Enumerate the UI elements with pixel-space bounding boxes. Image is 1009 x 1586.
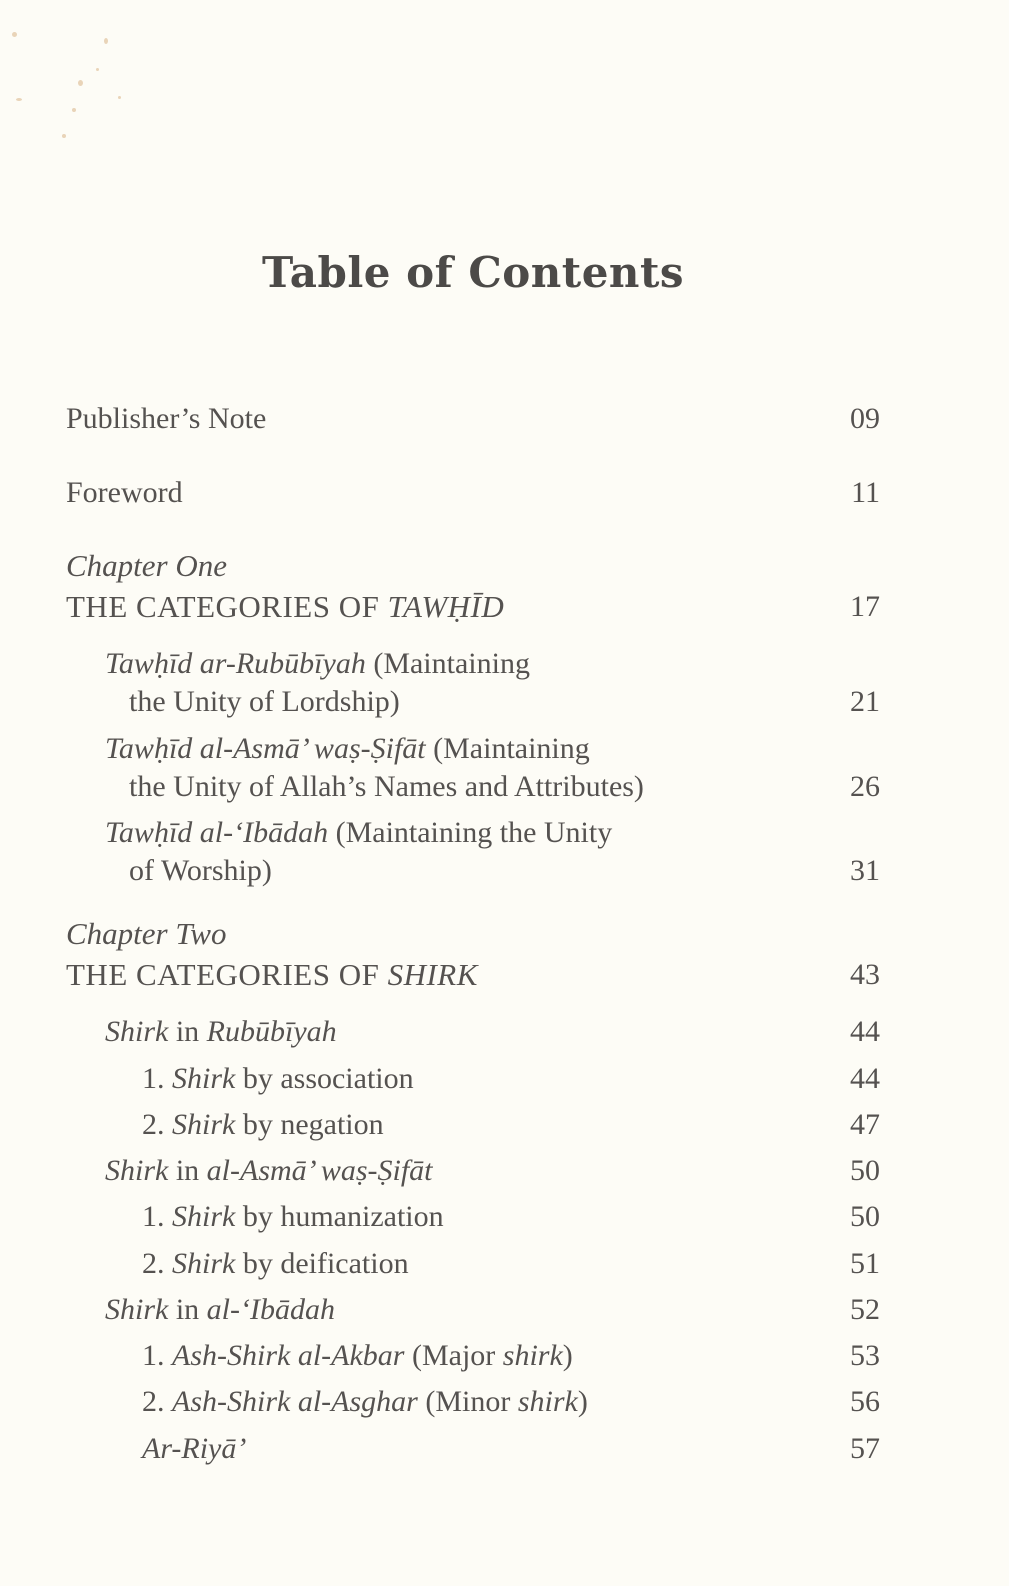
- page-number: 11: [851, 476, 880, 509]
- speck: [12, 32, 17, 37]
- item-label: Ar-Riyā’: [142, 1432, 247, 1465]
- toc-section-tawhid-ibadah[interactable]: [0, 814, 1009, 894]
- section-label: [105, 1013, 337, 1051]
- section-line-2: the Unity of Allah’s Names and Attributes): [129, 770, 644, 803]
- page-number: 50: [850, 1200, 880, 1233]
- item-label: [142, 1245, 409, 1283]
- chapter-title: [66, 956, 478, 994]
- item-desc: by association: [235, 1062, 414, 1095]
- page-number: 44: [850, 1062, 880, 1095]
- section-label: [105, 1291, 335, 1329]
- speck: [104, 38, 108, 44]
- speck: [62, 134, 66, 138]
- item-number: 2.: [142, 1385, 172, 1418]
- toc-section-tawhid-rububiyah[interactable]: [0, 645, 1009, 725]
- item-desc: by deification: [235, 1247, 409, 1280]
- page-number: 17: [850, 590, 880, 623]
- speck: [72, 108, 76, 112]
- item-desc: (Major: [404, 1339, 503, 1372]
- item-term: shirk: [517, 1385, 578, 1418]
- speck: [96, 68, 99, 71]
- item-term: Ash-Shirk al-Asghar: [172, 1385, 418, 1418]
- page-number: 09: [850, 402, 880, 435]
- section-term: Tawḥīd ar-Rubūbīyah: [105, 647, 366, 680]
- page-number: 43: [850, 958, 880, 991]
- page-number: 50: [850, 1154, 880, 1187]
- section-term: Shirk: [105, 1154, 169, 1187]
- page-number: 47: [850, 1108, 880, 1141]
- item-term: Shirk: [172, 1062, 236, 1095]
- item-desc-close: ): [577, 1385, 588, 1418]
- item-desc: (Minor: [417, 1385, 518, 1418]
- item-term: shirk: [502, 1339, 563, 1372]
- section-desc: (Maintaining: [425, 732, 590, 765]
- toc-chapter-one[interactable]: [0, 547, 1009, 637]
- section-label: [105, 1152, 433, 1190]
- speck: [78, 80, 83, 86]
- page-number: 57: [850, 1432, 880, 1465]
- toc-chapter-two[interactable]: [0, 915, 1009, 1005]
- item-label: [142, 1337, 573, 1375]
- section-line-2: of Worship): [129, 854, 272, 887]
- item-term: Shirk: [172, 1200, 236, 1233]
- item-label: [142, 1198, 444, 1236]
- chapter-title: [66, 588, 504, 626]
- section-connector: in: [168, 1154, 207, 1187]
- section-desc: (Maintaining the Unity: [328, 816, 613, 849]
- section-line-1: [105, 814, 612, 852]
- page-number: 51: [850, 1247, 880, 1280]
- item-label: [142, 1383, 588, 1421]
- toc-entry-label: Foreword: [66, 476, 183, 509]
- page-number: 21: [850, 685, 880, 718]
- item-number: 2.: [142, 1108, 172, 1141]
- speck: [118, 96, 121, 99]
- page-number: 56: [850, 1385, 880, 1418]
- section-term: Tawḥīd al-Asmā’ waṣ-Ṣifāt: [105, 732, 426, 765]
- section-connector: in: [168, 1015, 207, 1048]
- toc-section-tawhid-asma-sifat[interactable]: [0, 730, 1009, 810]
- item-number: 2.: [142, 1247, 172, 1280]
- item-term: Shirk: [172, 1108, 236, 1141]
- chapter-title-term: TAWḤĪD: [387, 589, 505, 624]
- section-term: al-Asmā’ waṣ-Ṣifāt: [206, 1154, 433, 1187]
- item-number: 1.: [142, 1062, 172, 1095]
- section-line-1: [105, 645, 530, 683]
- chapter-title-term: SHIRK: [387, 957, 478, 992]
- item-label: [142, 1106, 384, 1144]
- section-term: Rubūbīyah: [206, 1015, 337, 1048]
- page-number: 26: [850, 770, 880, 803]
- section-term: Shirk: [105, 1015, 169, 1048]
- page-number: 44: [850, 1015, 880, 1048]
- chapter-caption: Chapter One: [66, 548, 228, 583]
- item-number: 1.: [142, 1200, 172, 1233]
- speck: [16, 98, 22, 101]
- section-line-2: the Unity of Lordship): [129, 685, 400, 718]
- page-number: 53: [850, 1339, 880, 1372]
- page-title: Table of Contents: [262, 248, 684, 297]
- item-desc: by humanization: [235, 1200, 444, 1233]
- paper-specks: [0, 0, 140, 150]
- chapter-title-prefix: THE CATEGORIES OF: [66, 589, 388, 624]
- page-number: 31: [850, 854, 880, 887]
- item-desc: by negation: [235, 1108, 384, 1141]
- chapter-title-prefix: THE CATEGORIES OF: [66, 957, 388, 992]
- toc-entry-label: Publisher’s Note: [66, 402, 267, 435]
- item-term: Shirk: [172, 1247, 236, 1280]
- section-connector: in: [168, 1293, 207, 1326]
- section-term: Shirk: [105, 1293, 169, 1326]
- page-number: 52: [850, 1293, 880, 1326]
- section-line-1: [105, 730, 590, 768]
- item-desc-close: ): [562, 1339, 573, 1372]
- item-number: 1.: [142, 1339, 172, 1372]
- chapter-caption: Chapter Two: [66, 916, 227, 951]
- section-term: al-‘Ibādah: [206, 1293, 335, 1326]
- item-term: Ash-Shirk al-Akbar: [172, 1339, 405, 1372]
- section-term: Tawḥīd al-‘Ibādah: [105, 816, 329, 849]
- section-desc: (Maintaining: [365, 647, 530, 680]
- item-label: [142, 1060, 414, 1098]
